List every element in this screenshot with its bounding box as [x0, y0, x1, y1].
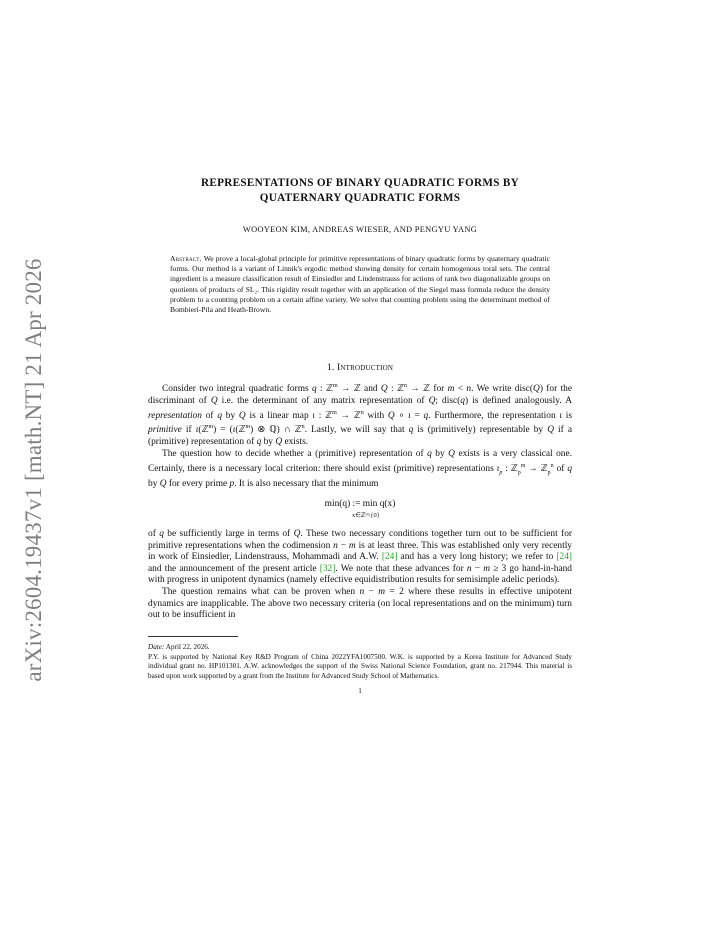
section-heading: 1. Introduction — [326, 362, 394, 374]
min-formula: min(q) := min q(x) — [324, 498, 396, 509]
body-text — [148, 381, 572, 622]
paragraph-4: The question remains what can be proven when n − m = 2 where these results in effective unipotent dynamics are inapplicable. The above two necessary criteria (on local representations and on the minimum) turn out to be insufficient in — [148, 587, 572, 621]
paragraph-1: Consider two integral quadratic forms q : ℤ$^m$ → ℤ and Q : ℤ$^n$ → ℤ for m < n. We write disc(Q) for the discriminant of Q i.e. the determinant of any matrix representation of Q; disc(q) is defined analogously. A representation of q by Q is a linear map ι : ℤ$^m$ → ℤ$^n$ with Q ∘ ι = q. Furthermore, the representation ι is primitive if ι(ℤ$^m$) = (ι(ℤ$^m$) ⊗ ℚ) ∩ ℤ$^n$. Lastly, we will say that q is (primitively) representable by Q if a (primitive) representation of q by Q exists. — [148, 383, 573, 448]
paragraph-2: The question how to decide whether a (primitive) representation of q by Q exists is a very classical one. Certainly, there is a necessary local criterion: there should exist (primitive) representations $\iota_p$ : ℤ$_p^m$ → ℤ$_p^n$ of q by Q for every prime p. It is also necessary that the minimum — [148, 448, 573, 490]
footnotes — [148, 643, 572, 681]
title-line-2: QUATERNARY QUADRATIC FORMS — [259, 192, 461, 204]
paper-title — [148, 176, 572, 206]
paragraph-3: of q be sufficiently large in terms of Q. These two necessary conditions together turn out to be sufficient for primitive representations when the codimension n − m is at least three. This was established only very recently in work of Einsiedler, Lindenstrauss, Mohammadi and A.W. [24] and has a very long history; we refer to [24] and the announcement of the present article [32]. We note that these advances for n − m ≥ 3 go hand-in-hand with progress in unipotent dynamics (namely effective equidistribution results for semisimple adelic periods). — [148, 528, 573, 586]
funding-footnote: P.Y. is supported by National Key R&D Program of China 2022YFA1007500. W.K. is supported by a Korea Institute for Advanced Study individual grant no. HP101301. A.W. acknowledges the support of the Swiss National Science Foundation, grant no. 217944. This material is based upon work supported by a grant from the Institute for Advanced Study School of Mathematics. — [148, 652, 572, 680]
author-list: WOOYEON KIM, ANDREAS WIESER, AND PENGYU YANG — [242, 225, 478, 234]
display-equation — [148, 499, 572, 519]
date-value: April 22, 2026. — [165, 643, 210, 652]
page-number: 1 — [358, 687, 362, 696]
citation-24[interactable]: [24] — [381, 552, 398, 563]
citation-24-second[interactable]: [24] — [556, 552, 573, 563]
min-subscript: x∈ℤᵐ\{0} — [352, 511, 380, 519]
date-footnote — [148, 643, 572, 653]
title-line-1: REPRESENTATIONS OF BINARY QUADRATIC FORMS BY — [200, 177, 520, 189]
abstract-label: Abstract. — [170, 254, 202, 263]
citation-32[interactable]: [32] — [319, 563, 336, 574]
footnote-divider — [148, 636, 238, 637]
abstract — [170, 254, 550, 315]
date-label: Date: — [148, 643, 165, 652]
abstract-text: We prove a local-global principle for primitive representations of binary quadratic forms by quaternary quadratic forms. Our method is a variant of Linnik's ergodic method showing density for certain homogenous toral sets. The central ingredient is a measure classification result of Einsiedler and Lindenstrauss for actions of rank two diagonalizable groups on quotients of products of SL₂. This rigidity result together with an application of the Siegel mass formula reduce the density problem to a counting problem on a certain affine variety. We solve that counting problem using the determinant method of Bombieri-Pila and Heath-Brown. — [170, 254, 550, 315]
arxiv-identifier: arXiv:2604.19437v1 [math.NT] 21 Apr 2026 — [21, 258, 46, 682]
paper-page — [148, 176, 572, 695]
arxiv-margin-stamp — [14, 260, 54, 680]
